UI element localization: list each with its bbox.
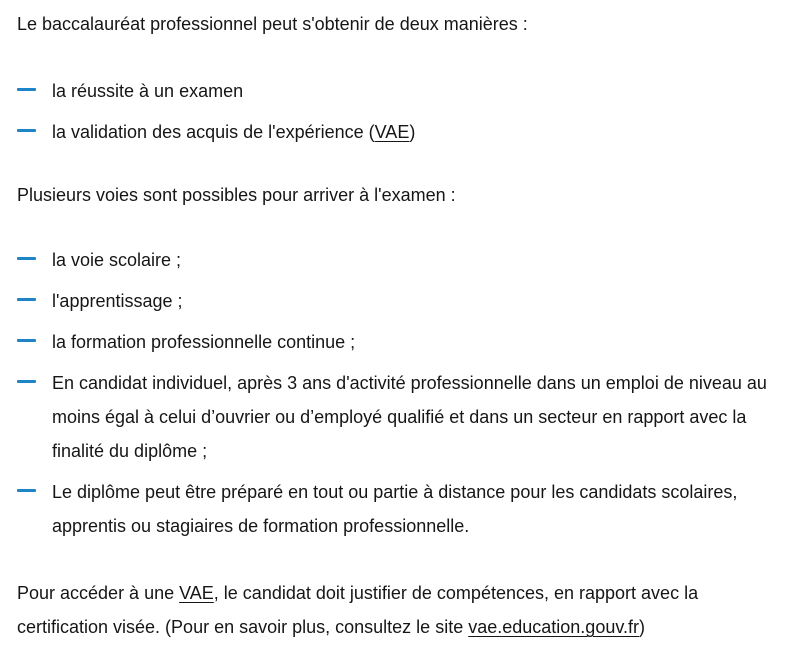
paths-list (17, 243, 792, 550)
vae-note-text-middle: , le candidat doit justifier de compétences, en rapport avec la certification visée. (Pour en savoir plus, consultez le site (17, 583, 699, 637)
list-item-text: la formation professionnelle continue ; (52, 332, 356, 352)
list-item-text: l'apprentissage ; (52, 291, 183, 311)
list-item-text-after: ) (409, 122, 416, 142)
intro-paragraph: Le baccalauréat professionnel peut s'obtenir de deux manières : (17, 14, 528, 34)
dash-bullet-icon (17, 298, 36, 301)
list-item (17, 475, 792, 543)
vae-note-text-before: Pour accéder à une (17, 583, 180, 603)
list-item-text: Le diplôme peut être préparé en tout ou partie à distance pour les candidats scolaires, apprentis ou stagiaires de formation professionnelle. (52, 482, 738, 536)
vae-site-link[interactable]: vae.education.gouv.fr (468, 617, 639, 637)
dash-bullet-icon (17, 489, 36, 492)
vae-note-text-after: ) (639, 617, 645, 637)
paths-intro-paragraph: Plusieurs voies sont possibles pour arriver à l'examen : (17, 185, 456, 205)
dash-bullet-icon (17, 88, 36, 91)
list-item (17, 366, 792, 468)
list-item-text-before: la validation des acquis de l'expérience ( (52, 122, 375, 142)
list-item (17, 325, 792, 359)
vae-note-paragraph (17, 576, 788, 644)
list-item-text: la voie scolaire ; (52, 250, 182, 270)
dash-bullet-icon (17, 129, 36, 132)
ways-list (17, 74, 792, 156)
dash-bullet-icon (17, 339, 36, 342)
list-item-text: la réussite à un examen (52, 81, 244, 101)
dash-bullet-icon (17, 257, 36, 260)
vae-abbr-link[interactable]: VAE (179, 583, 214, 603)
list-item (17, 74, 792, 108)
list-item-text: En candidat individuel, après 3 ans d'activité professionnelle dans un emploi de niveau au moins égal à celui d’ouvrier ou d’employé qualifié et dans un secteur en rapport avec la finalité du diplôme ; (52, 373, 767, 461)
vae-abbr-link[interactable]: VAE (374, 122, 410, 142)
dash-bullet-icon (17, 380, 36, 383)
list-item (17, 115, 792, 149)
list-item (17, 243, 792, 277)
list-item (17, 284, 792, 318)
